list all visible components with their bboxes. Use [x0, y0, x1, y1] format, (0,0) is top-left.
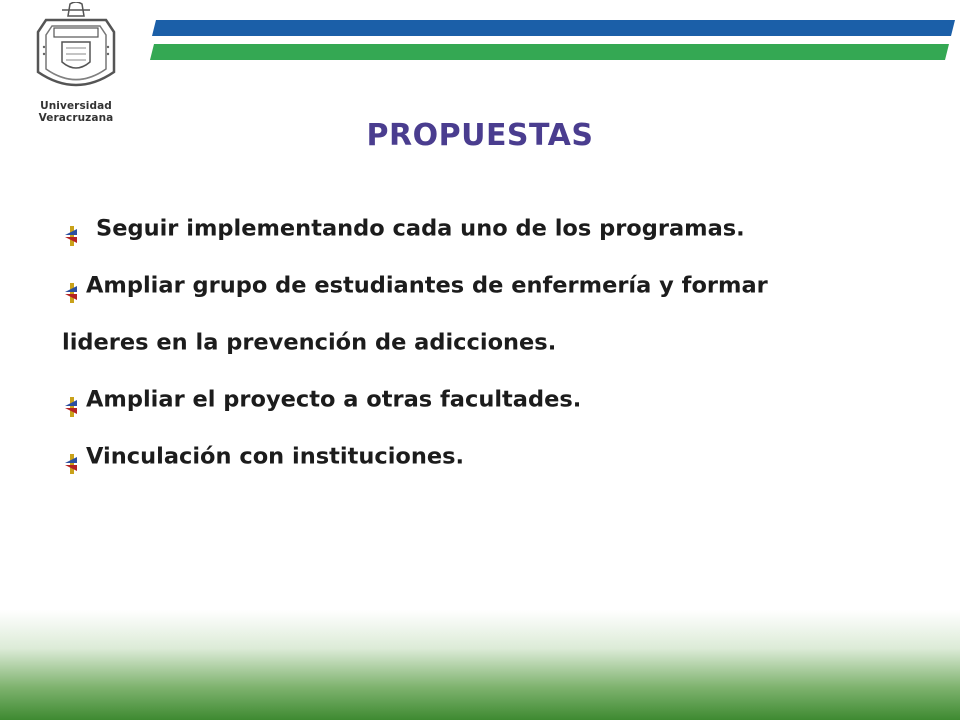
- bullet-list: [62, 203, 922, 488]
- university-seal-icon: [26, 2, 126, 100]
- university-logo: [8, 2, 136, 124]
- bullet-text: Ampliar el proyecto a otras facultades.: [86, 386, 582, 413]
- blue-stripe: [152, 20, 955, 36]
- slide-title: PROPUESTAS: [366, 118, 594, 153]
- arrow-bullet-icon: [62, 443, 84, 465]
- list-item: [62, 374, 922, 431]
- logo-caption: Universidad Veracruzana: [38, 100, 114, 124]
- bullet-text: lideres en la prevención de adicciones.: [62, 329, 557, 356]
- list-item: [62, 203, 922, 260]
- bullet-text: Ampliar grupo de estudiantes de enfermería y formar: [86, 272, 768, 299]
- list-item: [62, 431, 922, 488]
- arrow-bullet-icon: [62, 215, 84, 237]
- bullet-text: Vinculación con instituciones.: [86, 443, 465, 470]
- arrow-bullet-icon: [62, 386, 84, 408]
- list-item: [62, 260, 922, 317]
- green-stripe: [150, 44, 949, 60]
- footer-gradient-band: [0, 610, 960, 720]
- bullet-text: Seguir implementando cada uno de los programas.: [96, 215, 745, 242]
- header-stripes: [150, 20, 955, 62]
- arrow-bullet-icon: [62, 272, 84, 294]
- list-item-continuation: [62, 317, 922, 374]
